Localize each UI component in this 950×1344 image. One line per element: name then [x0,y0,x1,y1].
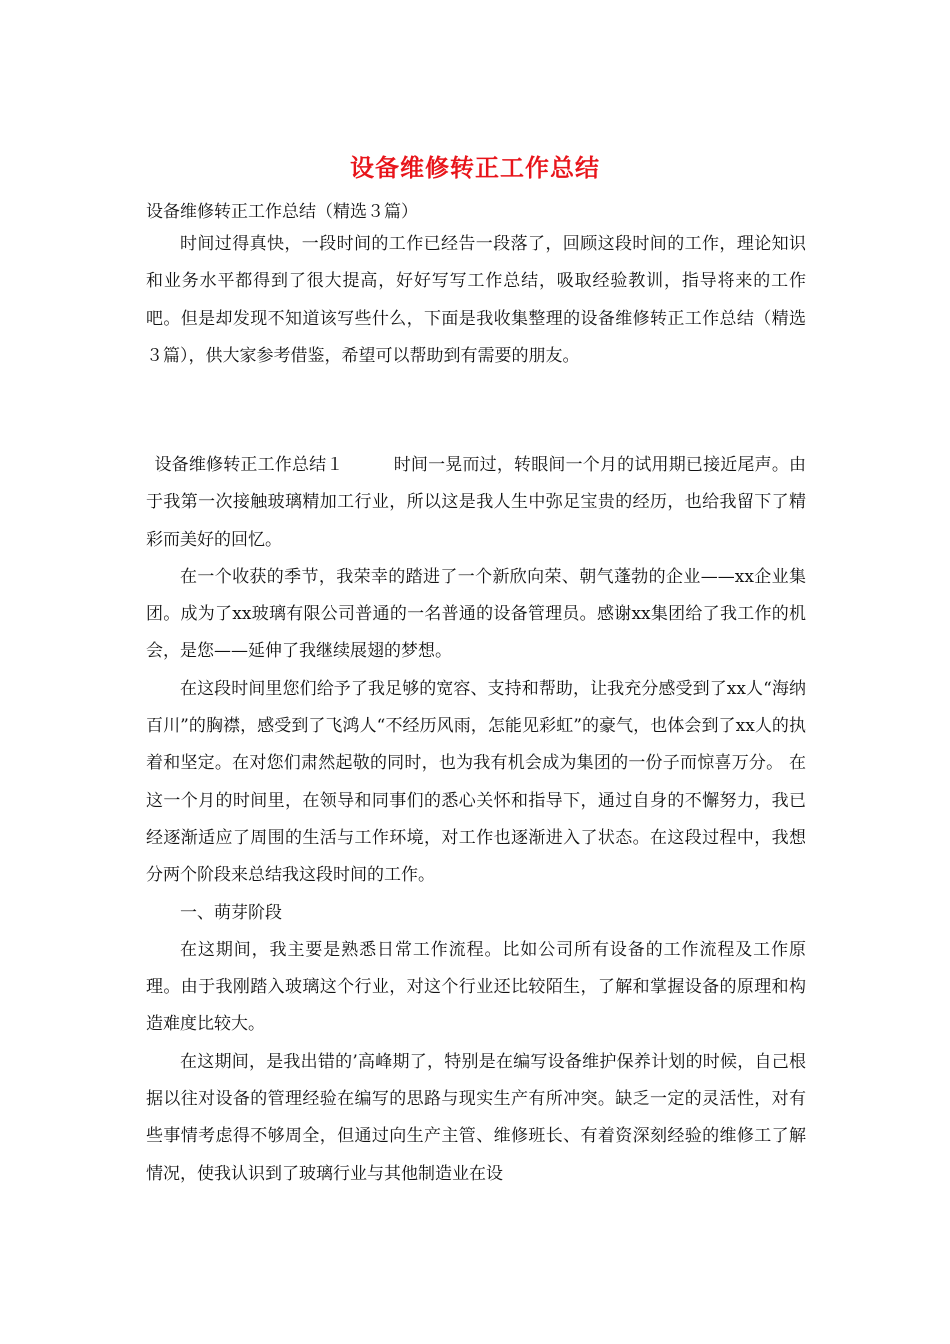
section-1-paragraph [146,447,806,559]
intro-block [146,226,806,375]
document-subtitle: 设备维修转正工作总结（精选３篇） [146,202,418,222]
section-heading: 设备维修转正工作总结１ [154,455,344,475]
intro-paragraph: 时间过得真快，一段时间的工作已经告一段落了，回顾这段时间的工作，理论知识和业务水平都得到了很大提高，好好写写工作总结，吸取经验教训，指导将来的工作吧。但是却发现不知道该写些什么，下面是我收集整理的设备维修转正工作总结（精选３篇），供大家参考借鉴，希望可以帮助到有需要的朋友。 [146,234,806,366]
paragraph: 在这期间，是我出错的’高峰期了，特别是在编写设备维护保养计划的时候，自己根据以往对设备的管理经验在编写的思路与现实生产有所冲突。缺乏一定的灵活性，对有些事情考虑得不够周全，但通过向生产主管、维修班长、有着资深刻经验的维修工了解情况，使我认识到了玻璃行业与其他制造业在设 [146,1051,806,1184]
paragraph: 在一个收获的季节，我荣幸的踏进了一个新欣向荣、朝气蓬勃的企业——xx企业集团。成为了xx玻璃有限公司普通的一名普通的设备管理员。感谢xx集团给了我工作的机会，是您——延伸了我继续展翅的梦想。 [146,566,806,662]
paragraph-text: 时间一晃而过，转眼间一个月的试用期已接近尾声。由于我第一次接触玻璃精加工行业，所以这是我人生中弥足宝贵的经历，也给我留下了精彩而美好的回忆。 [146,455,807,550]
paragraph: 在这期间，我主要是熟悉日常工作流程。比如公司所有设备的工作流程及工作原理。由于我刚踏入玻璃这个行业，对这个行业还比较陌生，了解和掌握设备的原理和构造难度比较大。 [146,939,806,1035]
document-title: 设备维修转正工作总结 [350,153,600,182]
subheading: 一、萌芽阶段 [180,902,282,923]
main-content [146,447,806,1193]
paragraph: 在这段时间里您们给予了我足够的宽容、支持和帮助，让我充分感受到了xx人“海纳百川”的胸襟，感受到了飞鸿人“不经历风雨，怎能见彩虹”的豪气，也体会到了xx人的执着和坚定。在对您们肃然起敬的同时，也为我有机会成为集团的一份子而惊喜万分。 在这一个月的时间里，在领导和同事们的悉心关怀和指导下，通过自身的不懈努力，我已经逐渐适应了周围的生活与工作环境，对工作也逐渐进入了状态。在这段过程中，我想分两个阶段来总结我这段时间的工作。 [146,678,806,886]
